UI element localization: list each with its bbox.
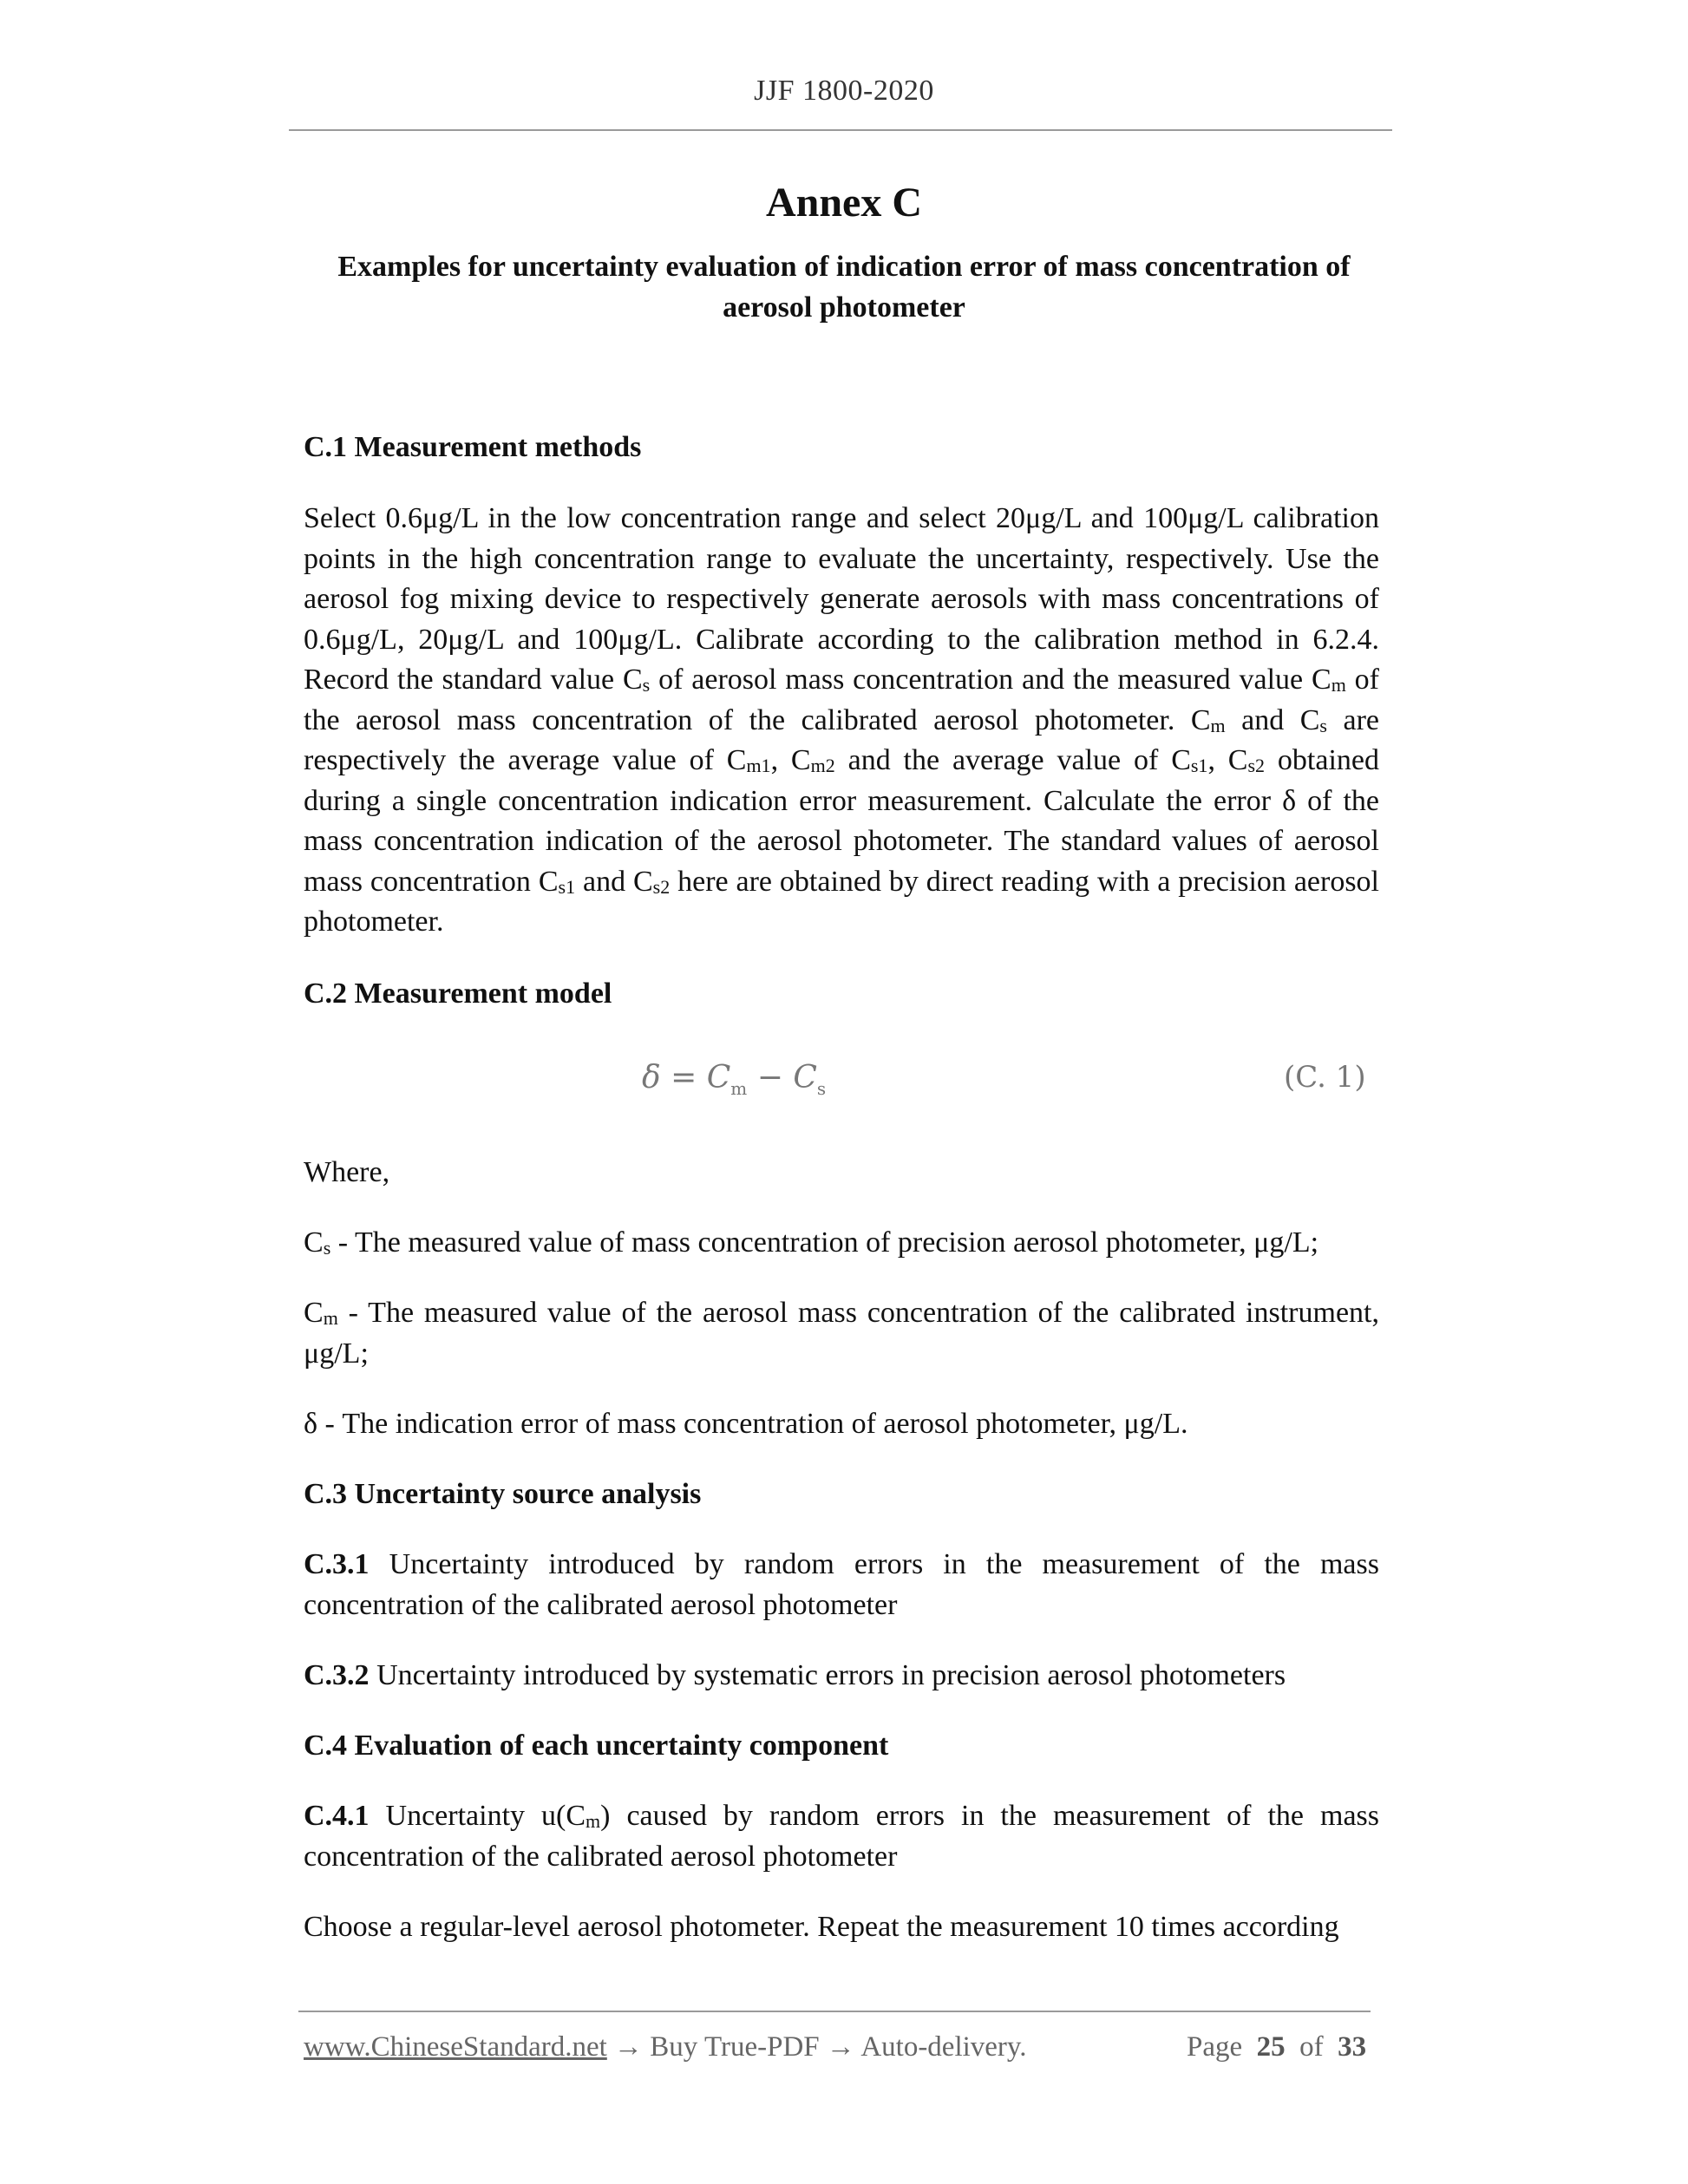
total-pages-number: 33 bbox=[1338, 2031, 1367, 2063]
section-c3 bbox=[304, 1475, 1379, 1515]
buy-pdf-text: Buy True-PDF bbox=[650, 2031, 820, 2063]
clause-c41: C.4.1 Uncertainty $u(C_m)$ caused by random errors in the measurement of the mass concentration of the calibrated aerosol photometer bbox=[304, 1800, 1379, 1873]
section-c4 bbox=[304, 1726, 1379, 1767]
c4-last-paragraph: Choose a regular-level aerosol photometer. Repeat the measurement 10 times according bbox=[304, 1911, 1339, 1943]
section-heading-c2: C.2 Measurement model bbox=[304, 978, 612, 1010]
auto-delivery-text: Auto-delivery. bbox=[860, 2031, 1027, 2063]
section-heading-c1: C.1 Measurement methods bbox=[304, 431, 642, 463]
c1-body-text: Select 0.6μg/L in the low concentration range and select 20μg/L and 100μg/L calibration points in the high concentration range to evaluate the uncertainty, respectively. Use the aerosol fog mixing device to respectively generate aerosols with mass concentrations of 0.6μg/L, 20μg/L and 100μg/L. Calibrate according to the calibration method in 6.2.4. Record the standard value $C_s$ of aerosol mass concentration and the measured value $C_m$ of the aerosol mass concentration of the calibrated aerosol photometer. $C_m$ and $C_s$ are respectively the average value of $C_{m1}$, $C_{m2}$ and the average value of $C_{s1}$, $C_{s2}$ obtained during a single concentration indication error measurement. Calculate the error δ of the mass concentration indication of the aerosol photometer. The standard values of aerosol mass concentration $C_{s1}$ and $C_{s2}$ here are obtained by direct reading with a precision aerosol photometer. bbox=[304, 502, 1380, 938]
footer-divider bbox=[298, 2011, 1371, 2012]
where-label: Where, bbox=[304, 1156, 390, 1188]
annex-title: Annex C bbox=[765, 180, 923, 226]
formula-expression: $\delta = C_m - C_s$ bbox=[642, 1060, 827, 1099]
clause-c31: C.3.1 Uncertainty introduced by random errors in the measurement of the mass concentration of the calibrated aerosol photometer bbox=[304, 1548, 1379, 1621]
section-heading-c4: C.4 Evaluation of each uncertainty component bbox=[304, 1730, 889, 1762]
section-c1 bbox=[304, 428, 1379, 468]
arrow-right-icon: → bbox=[606, 2031, 651, 2063]
current-page-number: 25 bbox=[1256, 2031, 1286, 2063]
annex-subtitle: Examples for uncertainty evaluation of indication error of mass concentration of aerosol photometer bbox=[337, 251, 1351, 324]
formula-c1 bbox=[0, 1060, 1688, 1112]
definition-cs: $C_s$ - The measured value of mass concentration of precision aerosol photometer, μg/L; bbox=[304, 1226, 1319, 1259]
arrow-right-icon: → bbox=[819, 2031, 861, 2063]
definition-cm: $C_m$ - The measured value of the aerosol mass concentration of the calibrated instrument, μg/L; bbox=[304, 1297, 1379, 1370]
clause-c32: C.3.2 Uncertainty introduced by systematic errors in precision aerosol photometers bbox=[304, 1659, 1286, 1691]
page-indicator: Page 25 of 33 bbox=[1187, 2031, 1367, 2063]
formula-number: (C. 1) bbox=[1284, 1060, 1366, 1095]
website-link[interactable]: www.ChineseStandard.net bbox=[304, 2031, 607, 2063]
section-heading-c3: C.3 Uncertainty source analysis bbox=[304, 1478, 702, 1510]
header-standard-code: JJF 1800-2020 bbox=[754, 75, 934, 107]
c1-paragraph bbox=[304, 499, 1379, 943]
section-c2 bbox=[304, 974, 1379, 1015]
footer-left bbox=[304, 2031, 1027, 2063]
definition-delta: δ - The indication error of mass concentration of aerosol photometer, μg/L. bbox=[304, 1408, 1188, 1440]
header-divider bbox=[289, 129, 1392, 131]
